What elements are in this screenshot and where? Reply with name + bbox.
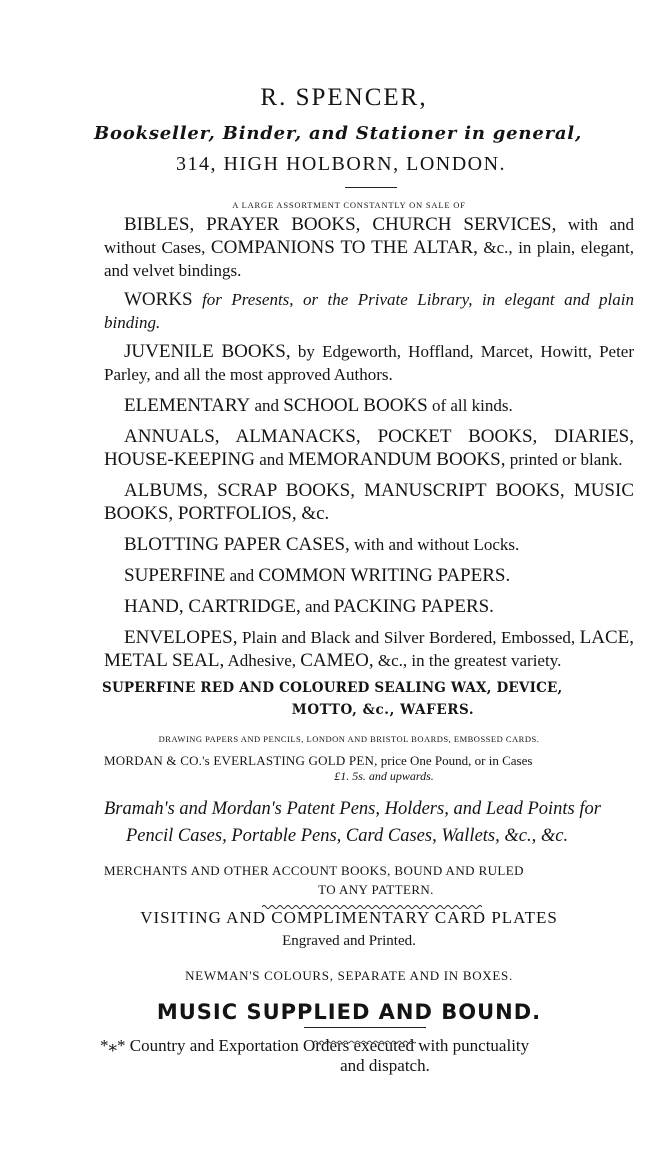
music-line: MUSIC SUPPLIED AND BOUND. — [156, 1000, 542, 1024]
sealing-line-1: SUPERFINE RED AND COLOURED SEALING WAX, DEVICE, — [102, 680, 563, 696]
envelopes-adhesive: Adhesive, — [227, 651, 296, 670]
item-bibles — [104, 213, 634, 282]
shop-address: 314, HIGH HOLBORN, LONDON. — [175, 153, 507, 175]
memorandum-title: MEMORANDUM BOOKS, — [287, 449, 506, 470]
blotting-text: with and without Locks. — [354, 535, 520, 554]
mordan-pen: MORDAN & CO.'s EVERLASTING GOLD PEN, — [104, 753, 378, 768]
country-line-1 — [100, 1036, 640, 1056]
annuals-and: and — [259, 450, 284, 469]
bibles-title: BIBLES, PRAYER BOOKS, CHURCH SERVICES, — [124, 214, 557, 235]
works-title: WORKS — [124, 289, 193, 310]
country-text: Country and Exportation Orders executed with punctuality — [129, 1036, 530, 1055]
works-text: for Presents, or the Private Library, in elegant and plain binding. — [104, 290, 634, 332]
item-juvenile — [104, 340, 634, 386]
visiting-block — [0, 908, 658, 950]
annuals-title: ANNUALS, ALMANACKS, POCKET BOOKS, DIARIES, HOUSE-KEEPING — [104, 426, 634, 470]
school-books-title: SCHOOL BOOKS — [283, 395, 428, 416]
envelopes-text: Plain and Black and Silver Bordered, Embossed, — [242, 628, 576, 647]
merchants-line-1: MERCHANTS AND OTHER ACCOUNT BOOKS, BOUND AND RULED — [104, 863, 524, 878]
visiting-line-2: Engraved and Printed. — [282, 933, 416, 949]
item-elementary — [104, 394, 634, 417]
cameo-title: CAMEO, — [300, 650, 374, 671]
juvenile-text: by Edgeworth, Hoffland, Marcet, Howitt, Peter Parley, and all the most approved Authors. — [104, 342, 635, 384]
asterism-mark: *⁎* — [100, 1036, 126, 1055]
newman-line: NEWMAN'S COLOURS, SEPARATE AND IN BOXES. — [185, 968, 513, 983]
writing-papers-title: COMMON WRITING PAPERS. — [258, 565, 511, 586]
trade-line: Bookseller, Binder, and Stationer in general, — [93, 123, 583, 144]
item-albums — [104, 479, 634, 525]
visiting-line-1: VISITING AND COMPLIMENTARY CARD PLATES — [140, 908, 558, 927]
elementary-title: ELEMENTARY — [124, 395, 251, 416]
items-block — [104, 213, 634, 672]
blotting-title: BLOTTING PAPER CASES, — [124, 534, 350, 555]
superfine-and: and — [229, 566, 255, 585]
hand-title: HAND, CARTRIDGE, — [124, 596, 301, 617]
mordan-line-2: £1. 5s. and upwards. — [334, 769, 434, 783]
country-block — [100, 1036, 640, 1076]
item-annuals — [104, 425, 634, 471]
packing-title: PACKING PAPERS. — [333, 596, 494, 617]
item-works — [104, 288, 634, 334]
companions-title: COMPANIONS TO THE ALTAR, — [210, 237, 478, 258]
country-line-2: and dispatch. — [340, 1056, 430, 1075]
sealing-line-2: MOTTO, &c., WAFERS. — [291, 702, 475, 718]
juvenile-title: JUVENILE BOOKS, — [124, 341, 291, 362]
sealing-block — [102, 680, 642, 718]
annuals-text: printed or blank. — [509, 450, 623, 469]
bramah-line-1: Bramah's and Mordan's Patent Pens, Holders, and Lead Points for — [104, 799, 601, 819]
wavy-rule — [262, 897, 482, 903]
mordan-line-1 — [104, 753, 634, 769]
music-wavy — [314, 1031, 416, 1035]
item-superfine — [104, 564, 634, 587]
mordan-block — [104, 753, 634, 784]
shop-name: R. SPENCER, — [260, 84, 428, 111]
item-hand — [104, 595, 634, 618]
superfine-title: SUPERFINE — [124, 565, 226, 586]
bibles-cases: with and without Cases, — [104, 215, 634, 257]
elementary-text: of all kinds. — [431, 396, 513, 415]
envelopes-title: ENVELOPES, — [124, 627, 238, 648]
intro-line: A LARGE ASSORTMENT CONSTANTLY ON SALE OF — [232, 200, 466, 210]
music-underline — [304, 1027, 426, 1028]
item-blotting — [104, 533, 634, 556]
mordan-price: price One Pound, or in Cases — [380, 753, 533, 768]
hand-and: and — [304, 597, 330, 616]
envelopes-variety: &c., in the greatest variety. — [377, 651, 562, 670]
elementary-and: and — [254, 396, 279, 415]
bramah-block — [104, 799, 638, 847]
item-envelopes — [104, 626, 634, 672]
header — [0, 84, 658, 112]
albums-text: ALBUMS, SCRAP BOOKS, MANUSCRIPT BOOKS, MUSIC BOOKS, PORTFOLIOS, &c. — [104, 480, 634, 524]
header-rule — [345, 187, 397, 188]
lace-title: LACE, METAL SEAL, — [104, 627, 635, 671]
bibles-bindings: &c., in plain, elegant, and velvet bindings. — [104, 238, 635, 280]
merchants-block — [104, 863, 638, 898]
bramah-line-2: Pencil Cases, Portable Pens, Card Cases, Wallets, &c., &c. — [126, 826, 569, 846]
drawing-line: DRAWING PAPERS AND PENCILS, LONDON AND BRISTOL BOARDS, EMBOSSED CARDS. — [158, 734, 540, 744]
merchants-line-2: TO ANY PATTERN. — [318, 882, 434, 897]
